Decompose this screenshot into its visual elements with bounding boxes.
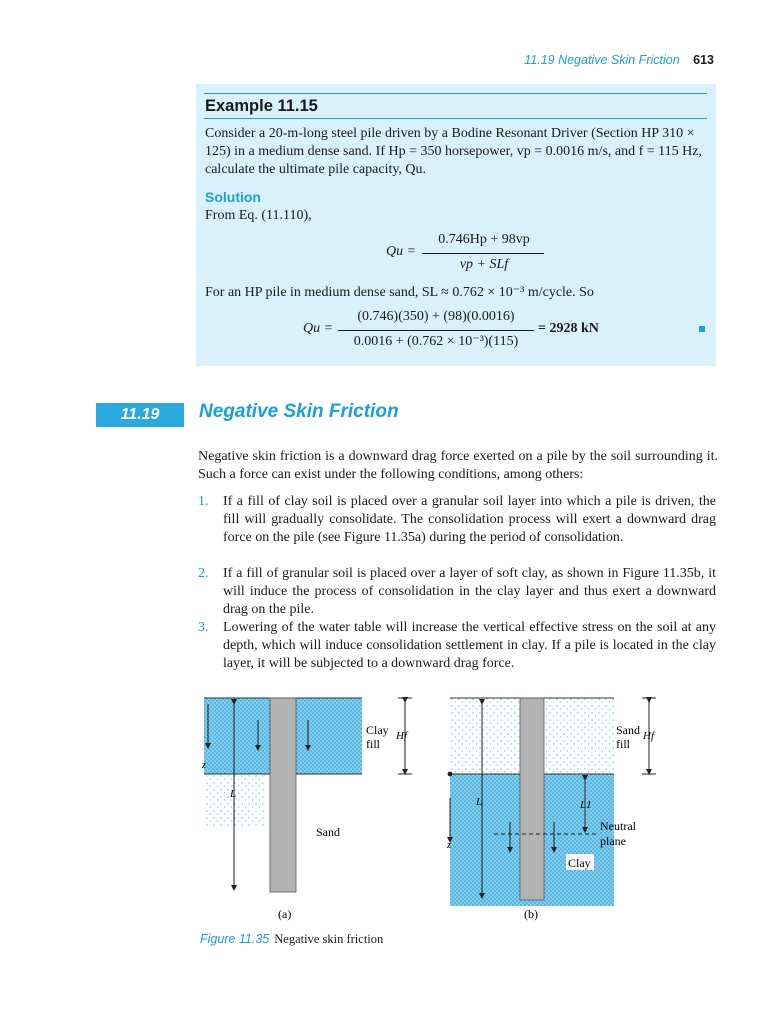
list-item-text: If a fill of clay soil is placed over a granular soil layer into which a pile is driven, the fill will gradually consolidate. The consolidation process will exert a downward drag force on the pile (see Figure 11.35a) during the period of consolidation. (223, 494, 716, 545)
l-label-b: L (476, 796, 483, 808)
l-label-a: L (230, 788, 237, 800)
equation1-denominator: vp + SLf (459, 257, 509, 272)
equation1-lhs: Qu = (386, 244, 417, 259)
figure-panel-b (446, 698, 656, 921)
section-number-badge: 11.19 (96, 403, 184, 427)
l1-label: L1 (580, 799, 592, 811)
neutral-plane-label: Neutral (600, 819, 636, 833)
from-equation-text: From Eq. (11.110), (205, 208, 312, 223)
solution-label: Solution (205, 189, 261, 205)
figure-caption-label: Figure 11.35 (200, 932, 270, 946)
sand-fill-label: fill (616, 737, 630, 751)
panel-b-label: (b) (524, 907, 538, 921)
equation2-lhs: Qu = (303, 321, 334, 336)
example-problem-text: Consider a 20-m-long steel pile driven by a Bodine Resonant Driver (Section HP 310 × 125) in a medium dense sand. If Hp = 350 horsepower, vp = 0.0016 m/s, and f = 115 Hz, calculate the ultimate pile capacity, Qu. (205, 126, 702, 177)
hp-pile-sentence: For an HP pile in medium dense sand, SL ≈ 0.762 × 10⁻³ m/cycle. So (205, 285, 594, 300)
clay-fill-label: Clay (366, 723, 389, 737)
section-title: Negative Skin Friction (199, 401, 399, 422)
sand-fill-label: Sand (616, 723, 640, 737)
running-head-title: 11.19 Negative Skin Friction (524, 53, 680, 67)
figure-panel-a (201, 698, 412, 921)
list-item-text: If a fill of granular soil is placed over a layer of soft clay, as shown in Figure 11.35b, it will induce the process of consolidation in the clay layer and thus exert a downward drag on the pile. (223, 566, 716, 617)
z-label-a: z (202, 760, 206, 771)
end-of-example-square-icon (699, 326, 705, 332)
z-label-b: z (447, 840, 451, 851)
figure-caption-text: Negative skin friction (274, 932, 384, 946)
intro-paragraph: Negative skin friction is a downward drag force exerted on a pile by the soil surrounding it. Such a force can exist under the following conditions, among others: (198, 449, 718, 482)
figure-11-35 (198, 690, 678, 925)
equation2-numerator: (0.746)(350) + (98)(0.0016) (357, 309, 515, 324)
clay-fill-label: fill (366, 737, 380, 751)
equation2-denominator: 0.0016 + (0.762 × 10⁻³)(115) (353, 334, 519, 349)
hf-label-a: Hf (396, 730, 407, 742)
list-item-number: 1. (198, 494, 209, 509)
example-top-rule (204, 93, 707, 94)
equation1-numerator: 0.746Hp + 98vp (438, 232, 530, 247)
sand-label-a: Sand (316, 825, 340, 839)
list-item-text: Lowering of the water table will increase the vertical effective stress on the soil at any depth, which will induce consolidation settlement in clay. If a pile is located in the clay layer, it will be subjected to a downward drag force. (223, 620, 716, 671)
pile-b (520, 698, 544, 900)
neutral-plane-label: plane (600, 834, 626, 848)
example-title: Example 11.15 (205, 97, 318, 115)
list-item-number: 3. (198, 620, 209, 635)
hf-label-b: Hf (643, 730, 654, 742)
clay-label-b: Clay (568, 856, 591, 870)
figure-caption (200, 932, 383, 947)
list-item-number: 2. (198, 566, 209, 581)
page-number: 613 (693, 53, 714, 67)
running-head (524, 53, 714, 67)
equation2-result: = 2928 kN (538, 321, 599, 336)
panel-a-label: (a) (278, 907, 292, 921)
equation1-fraction-bar (422, 253, 544, 254)
example-title-rule (204, 118, 707, 119)
pile-a (270, 698, 296, 892)
equation2-fraction-bar (338, 330, 534, 331)
